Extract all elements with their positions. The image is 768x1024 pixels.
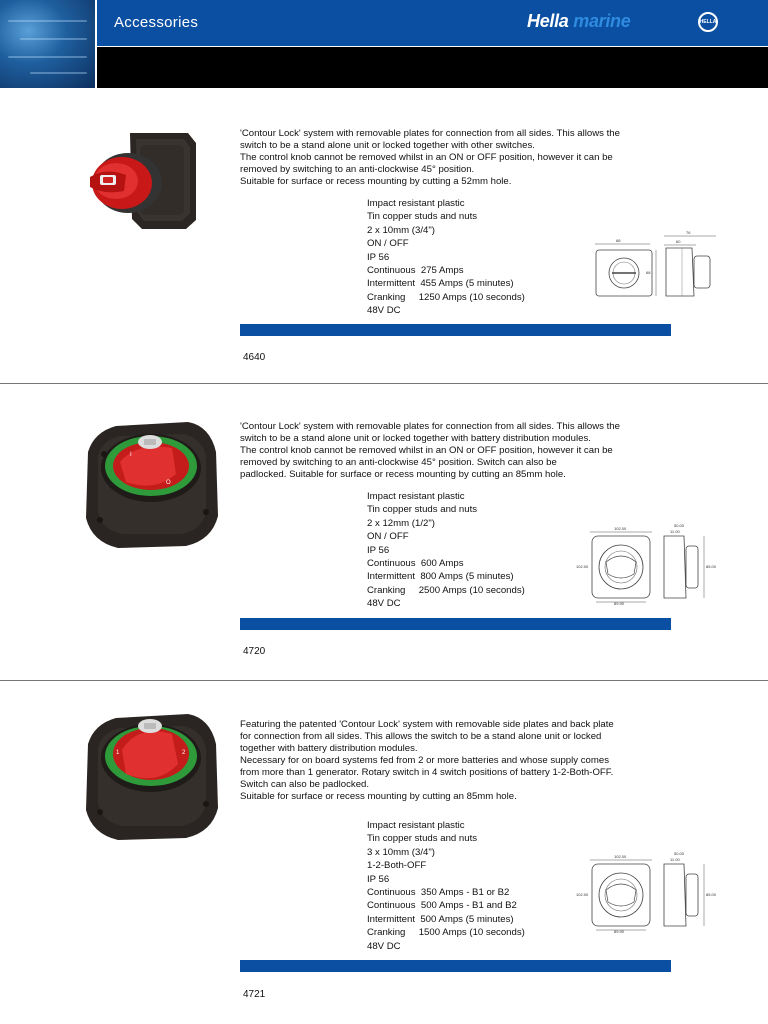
svg-text:I: I <box>130 452 132 458</box>
svg-text:2: 2 <box>182 750 186 756</box>
product-code-4720: 4720 <box>243 646 266 657</box>
page-header <box>0 0 768 88</box>
specs-4720: Impact resistant plastic Tin copper studs and nuts 2 x 12mm (1/2") ON / OFF IP 56 Continuous 600 Amps Intermittent 800 Amps (5 minutes) Cranking 2500 Amps (10 seconds) 48V DC <box>367 491 525 610</box>
brand-wordmark: Hella marine <box>527 11 631 31</box>
section-divider <box>0 383 768 384</box>
section-bar-4720 <box>240 618 671 630</box>
dimension-drawing-4721 <box>576 850 720 934</box>
specs-4640: Impact resistant plastic Tin copper studs and nuts 2 x 10mm (3/4") ON / OFF IP 56 Continuous 275 Amps Intermittent 455 Amps (5 minutes) Cranking 1250 Amps (10 seconds) 48V DC <box>367 198 525 317</box>
svg-text:85.00: 85.00 <box>706 564 717 569</box>
product-image-4720 <box>76 412 226 557</box>
product-image-4721 <box>76 704 226 849</box>
hella-logo-icon: HELLA <box>698 12 718 32</box>
svg-text:68: 68 <box>616 238 621 243</box>
svg-text:50.00: 50.00 <box>674 851 685 856</box>
svg-text:76: 76 <box>686 230 691 235</box>
svg-text:68: 68 <box>646 270 651 275</box>
svg-text:50.00: 50.00 <box>674 523 685 528</box>
svg-text:102.00: 102.00 <box>576 892 589 897</box>
specs-4721: Impact resistant plastic Tin copper studs and nuts 3 x 10mm (3/4") 1-2-Both-OFF IP 56 Continuous 350 Amps - B1 or B2 Continuous 500 Amps - B1 and B2 Intermittent 500 Amps (5 minutes) Cranking 1500 Amps (10 seconds) 48V DC <box>367 820 525 952</box>
description-4640: 'Contour Lock' system with removable plates for connection from all sides. This allows the switch to be a stand alone unit or locked together with other switches. The control knob cannot be removed whilst in an ON or OFF position, however it can be removed by switching to an anti-clockwise 45° position. Suitable for surface or recess mounting by cutting a 52mm hole. <box>240 128 620 187</box>
product-code-4721: 4721 <box>243 989 266 1000</box>
section-bar-4640 <box>240 324 671 336</box>
page-title: Accessories <box>114 14 199 31</box>
header-black-band <box>97 47 768 88</box>
product-code-4640: 4640 <box>243 352 266 363</box>
svg-text:102.00: 102.00 <box>576 564 589 569</box>
svg-text:102.00: 102.00 <box>614 854 627 859</box>
svg-text:11.00: 11.00 <box>670 857 680 862</box>
svg-text:11.00: 11.00 <box>670 529 680 534</box>
dimension-drawing-4720 <box>576 522 720 606</box>
section-bar-4721 <box>240 960 671 972</box>
svg-text:O: O <box>166 480 171 486</box>
dimension-drawing-4640 <box>590 226 720 302</box>
svg-text:60: 60 <box>676 239 681 244</box>
svg-text:85.00: 85.00 <box>706 892 717 897</box>
description-4720: 'Contour Lock' system with removable plates for connection from all sides. This allows the switch to be a stand alone unit or locked together with battery distribution modules. The control knob cannot be removed whilst in an ON or OFF position, however it can be removed by switching to an anti-clockwise 45° position. Switch can also be padlocked. Suitable for surface or recess mounting by cutting an 85mm hole. <box>240 421 620 480</box>
svg-text:89.90: 89.90 <box>614 601 625 606</box>
svg-text:89.90: 89.90 <box>614 929 625 934</box>
section-divider <box>0 680 768 681</box>
svg-text:102.00: 102.00 <box>614 526 627 531</box>
svg-text:1: 1 <box>116 750 120 756</box>
product-image-4640 <box>80 125 200 245</box>
water-photo <box>0 0 95 88</box>
description-4721: Featuring the patented 'Contour Lock' system with removable side plates and back plate for connection from all sides. This allows the switch to be a stand alone unit or locked together with battery distribution modules. Necessary for on board systems fed from 2 or more batteries and whose supply comes from more than 1 generator. Rotary switch in 4 switch positions of battery 1-2-Both-OFF. Switch can also be padlocked. Suitable for surface or recess mounting by cutting an 85mm hole. <box>240 719 614 802</box>
